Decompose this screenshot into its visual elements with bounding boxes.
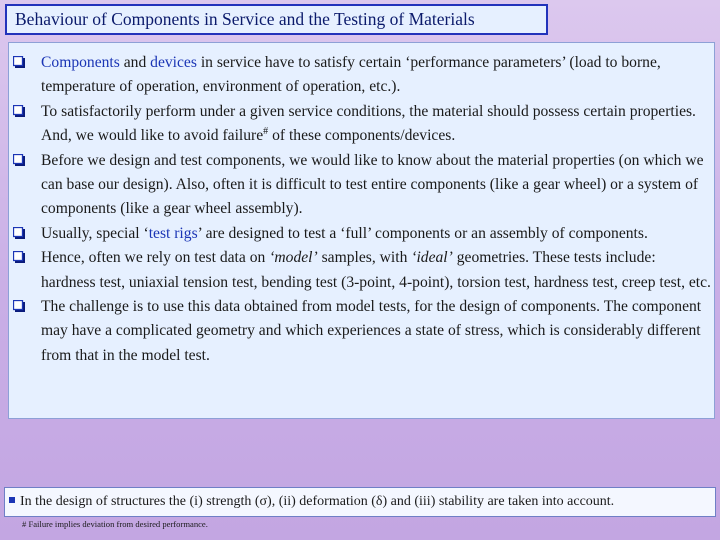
square-bullet-icon [9,497,15,503]
checkbox-bullet-icon [13,227,25,239]
footer-note [4,487,716,517]
bullet-text-part: ‘model’ [269,249,318,267]
bullet-text-part: Usually, special ‘ [41,224,149,242]
bullet-text-part: To satisfactorily perform under a given service conditions, the material should possess certain properties. And, we would like to avoid failure [41,102,696,145]
highlighted-term: Components [41,54,120,71]
checkbox-bullet-icon [13,105,25,117]
bullet-item [9,246,716,295]
checkbox-bullet-icon [13,300,25,312]
bullet-text [41,54,661,95]
footnote-text: # Failure implies deviation from desired performance. [22,519,208,529]
bullet-item [9,222,716,246]
checkbox-bullet-icon [13,56,25,68]
bullet-text [41,103,696,144]
bullet-item [9,295,716,368]
bullet-text-part: ’ are designed to test a ‘full’ components or an assembly of components. [197,224,648,242]
bullet-text [41,152,704,218]
bullet-text-part: Before we design and test components, we would like to know about the material properties (on which we can base our design). Also, often it is difficult to test entire components (like a gear wheel) or a system of components (like a gear wheel assembly). [41,151,704,218]
bullet-text-part: ‘ideal’ [411,249,453,267]
slide-title [5,4,548,35]
footnote [22,518,208,530]
bullet-text-part: samples, with [317,249,412,267]
bullet-text [41,298,701,364]
content-panel [8,42,715,419]
bullet-text [41,249,711,290]
bullet-text-part: in service have to satisfy certain ‘performance parameters’ (load to borne, temperature of operation, environment of operation, etc.). [41,54,661,96]
bullet-text-part: The challenge is to use this data obtained from model tests, for the design of components. The component may have a complicated geometry and which experiences a state of stress, which is considerably different from that in the model test. [41,298,702,364]
checkbox-bullet-icon [13,251,25,263]
bullet-item [9,100,716,149]
footnote-marker: # [263,126,269,138]
checkbox-bullet-icon [13,154,25,166]
bullet-item [9,51,716,100]
highlighted-term: test rigs [148,224,198,242]
bullet-text [41,225,648,242]
highlighted-term: devices [150,54,197,71]
bullet-text-part: and [119,54,151,71]
bullet-text-part: of these components/devices. [268,127,456,145]
footer-note-text: In the design of structures the (i) strength (σ), (ii) deformation (δ) and (iii) stability are taken into account. [20,494,615,509]
bullet-item [9,149,716,222]
slide-title-text: Behaviour of Components in Service and the Testing of Materials [15,9,475,29]
bullet-text-part: geometries. These tests include: hardness test, uniaxial tension test, bending test (3-point, 4-point), torsion test, hardness test, creep test, etc. [41,249,711,291]
bullet-list [9,51,716,368]
bullet-text-part: Hence, often we rely on test data on [41,249,270,267]
